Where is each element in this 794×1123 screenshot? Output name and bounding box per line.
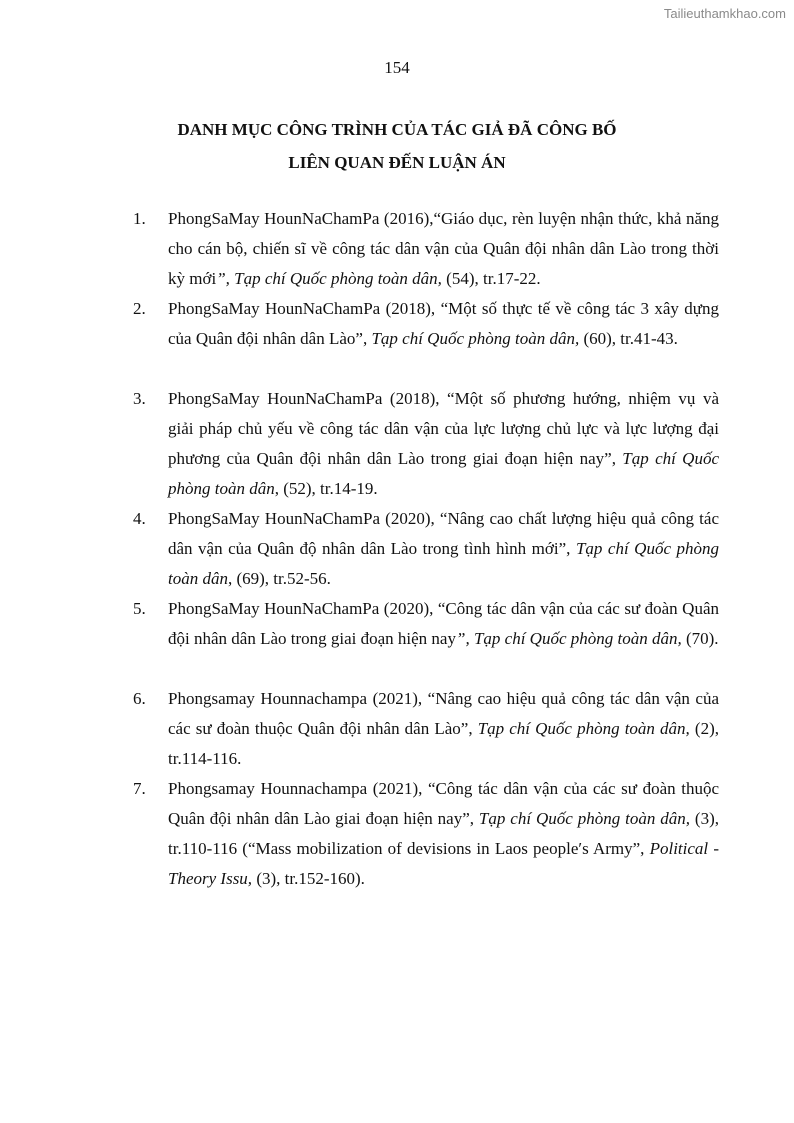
list-item-number: 2. [133, 299, 146, 318]
list-item-text: PhongSaMay HounNaChamPa (2018), “Một số thực tế về công tác 3 xây dựng của Quân đội nhân dân Lào”, Tạp chí Quốc phòng toàn dân, (60), tr.41-43. [168, 299, 719, 348]
list-item-number: 5. [133, 599, 146, 618]
list-item-text: Phongsamay Hounnachampa (2021), “Nâng cao hiệu quả công tác dân vận của các sư đoàn thuộc Quân đội nhân dân Lào”, Tạp chí Quốc phòng toàn dân, (2), tr.114-116. [168, 689, 719, 768]
list-item-text: PhongSaMay HounNaChamPa (2020), “Nâng cao chất lượng hiệu quả công tác dân vận của Quân độ nhân dân Lào trong tình hình mới”, Tạp chí Quốc phòng toàn dân, (69), tr.52-56. [168, 509, 720, 588]
title-line-2: LIÊN QUAN ĐẾN LUẬN ÁN [288, 153, 506, 172]
list-item-text: PhongSaMay HounNaChamPa (2020), “Công tác dân vận của các sư đoàn Quân đội nhân dân Lào trong giai đoạn hiện nay”, Tạp chí Quốc phòng toàn dân, (70). [168, 599, 719, 648]
list-item-number: 1. [133, 209, 146, 228]
list-item-number: 4. [133, 509, 146, 528]
list-item-number: 7. [133, 779, 146, 798]
page-number: 154 [384, 58, 410, 77]
list-item-text: Phongsamay Hounnachampa (2021), “Công tác dân vận của các sư đoàn thuộc Quân đội nhân dân Lào giai đoạn hiện nay”, Tạp chí Quốc phòng toàn dân, (3), tr.110-116 (“Mass mobilization of devisions in Laos people′s Army”, Political - Theory Issu, (3), tr.152-160). [168, 779, 719, 888]
list-item-text: PhongSaMay HounNaChamPa (2016),“Giáo dục, rèn luyện nhận thức, khả năng cho cán bộ, chiến sĩ về công tác dân vận của Quân đội nhân dân Lào trong thời kỳ mới”, Tạp chí Quốc phòng toàn dân, (54), tr.17-22. [168, 209, 719, 288]
list-item-number: 6. [133, 689, 146, 708]
watermark: Tailieuthamkhao.com [663, 6, 786, 21]
list-item-text: PhongSaMay HounNaChamPa (2018), “Một số phương hướng, nhiệm vụ và giải pháp chủ yếu về công tác dân vận của lực lượng chủ lực và lực lượng đại phương của Quân đội nhân dân Lào trong giai đoạn hiện nay”, Tạp chí Quốc phòng toàn dân, (52), tr.14-19. [168, 389, 719, 498]
title-line-1: DANH MỤC CÔNG TRÌNH CỦA TÁC GIẢ ĐÃ CÔNG BỐ [177, 120, 617, 139]
page-title [0, 113, 794, 179]
list-item-number: 3. [133, 389, 146, 408]
